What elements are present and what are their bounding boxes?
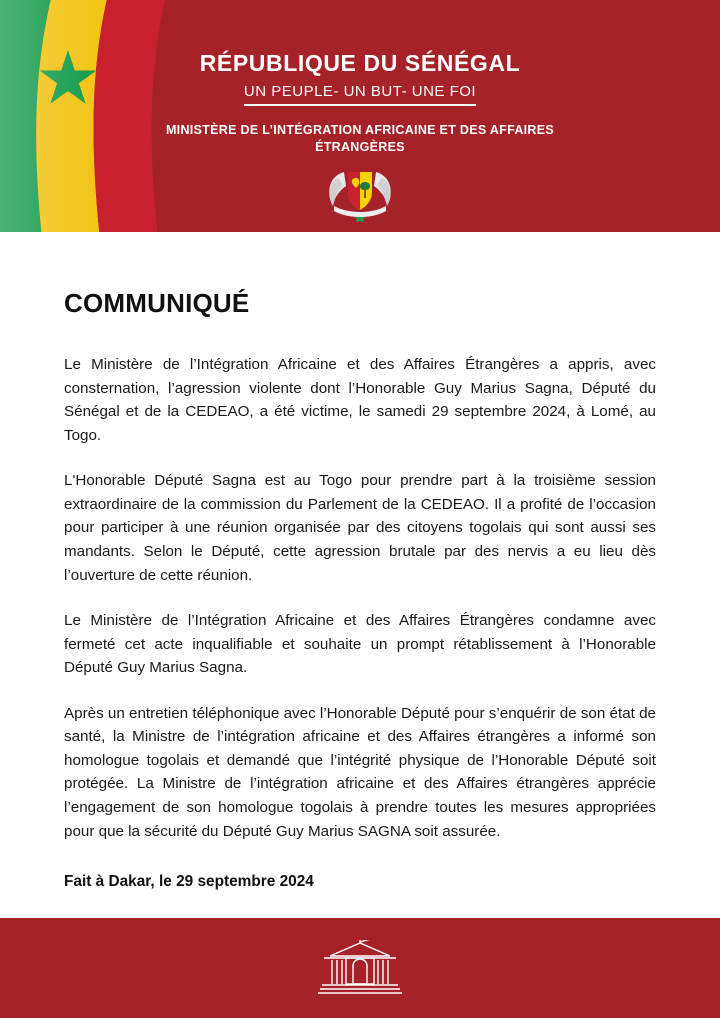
paragraph-1: Le Ministère de l’Intégration Africaine et des Affaires Étrangères a appris, avec consternation, l’agression violente dont l’Honorable Guy Marius Sagna, Député du Sénégal et de la CEDEAO, a été victime, le samedi 29 septembre 2024, à Lomé, au Togo.: [64, 356, 656, 444]
republic-motto: UN PEUPLE- UN BUT- UNE FOI: [243, 83, 477, 100]
signoff-line: Fait à Dakar, le 29 septembre 2024: [64, 873, 314, 891]
motto-underline: [244, 83, 476, 106]
paragraph-4: Après un entretien téléphonique avec l’Honorable Député pour s’enquérir de son état de santé, la Ministre de l’intégration africaine et des Affaires étrangères a informé son homologue togolais et demandé que l’intégrité physique de l’Honorable Député soit protégée. La Ministre de l’intégration africaine et des Affaires étrangères apprécie l’engagement de son homologue togolais à prendre toutes les mesures appropriées pour que la sécurité du Député Guy Marius SAGNA soit assurée.: [64, 704, 656, 840]
document-body: [0, 232, 720, 918]
document-footer: [0, 918, 720, 1018]
republic-title: RÉPUBLIQUE DU SÉNÉGAL: [199, 50, 521, 76]
paragraph-2: L'Honorable Député Sagna est au Togo pour prendre part à la troisième session extraordinaire de la commission du Parlement de la CEDEAO. Il a profité de l’occasion pour participer à une réunion organisée par des citoyens togolais qui sont aussi ses mandants. Selon le Député, cette agression brutale par des nervis a eu lieu dès l’ouverture de cette réunion.: [64, 472, 656, 584]
document-header: [0, 0, 720, 232]
page-title: COMMUNIQUÉ: [64, 288, 250, 318]
ministry-name: MINISTÈRE DE L’INTÉGRATION AFRICAINE ET DES AFFAIRES ÉTRANGÈRES: [165, 123, 555, 154]
senegal-coat-of-arms-icon: [324, 160, 396, 222]
paragraph-3: Le Ministère de l’Intégration Africaine et des Affaires Étrangères condamne avec fermeté cet acte inqualifiable et souhaite un prompt rétablissement à l’Honorable Député Guy Marius Sagna.: [64, 612, 656, 677]
government-building-icon: [312, 940, 408, 996]
